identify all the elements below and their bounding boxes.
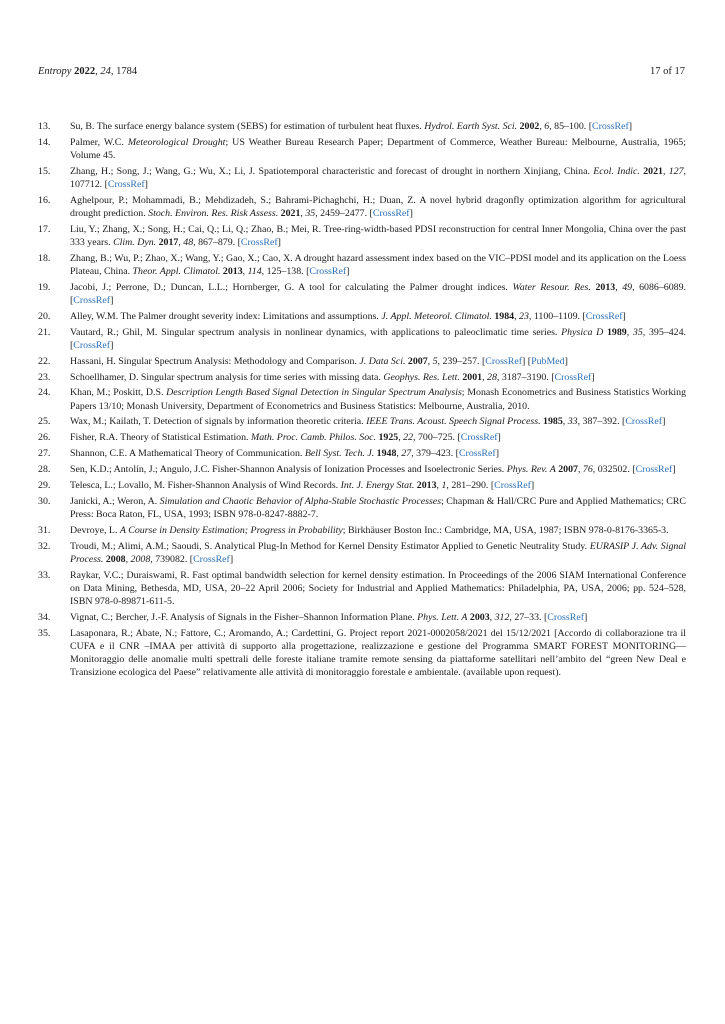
- running-header: [38, 66, 685, 77]
- reference-text: [70, 195, 686, 219]
- reference-segment: ]: [409, 207, 413, 219]
- reference-segment: ]: [662, 416, 666, 428]
- reference-segment: ,: [398, 432, 404, 444]
- reference-italic: 48: [183, 236, 194, 248]
- reference-segment: , 387–392. [: [577, 416, 626, 428]
- reference-item: [38, 326, 686, 352]
- reference-item: [38, 120, 686, 133]
- reference-segment: ,: [514, 310, 520, 322]
- reference-item: [38, 386, 686, 412]
- reference-number: 14.: [38, 136, 51, 148]
- crossref-link[interactable]: CrossRef: [635, 464, 673, 476]
- reference-segment: ]: [495, 448, 499, 460]
- reference-text: [70, 372, 595, 383]
- crossref-link[interactable]: CrossRef: [485, 355, 523, 367]
- reference-segment: ,: [396, 448, 402, 460]
- reference-italic: 312: [494, 611, 510, 623]
- reference-year: 2017: [158, 236, 179, 248]
- reference-segment: ]: [110, 339, 114, 351]
- reference-italic: 22: [403, 432, 414, 444]
- reference-segment: Schoellhamer, D. Singular spectrum analysis for time series with missing data.: [70, 371, 384, 383]
- reference-italic: Math. Proc. Camb. Philos. Soc.: [251, 432, 376, 444]
- reference-number: 13.: [38, 121, 51, 132]
- crossref-link[interactable]: CrossRef: [585, 310, 623, 322]
- reference-segment: , 107712. [: [70, 165, 686, 190]
- reference-italic: IEEE Trans. Acoust. Speech Signal Process.: [366, 416, 541, 428]
- reference-item: [38, 524, 686, 537]
- reference-text: [70, 327, 686, 351]
- reference-segment: , 395–424. [: [70, 326, 686, 351]
- reference-segment: , 125–138. [: [261, 265, 310, 277]
- reference-text: [70, 416, 665, 427]
- reference-year: 2013: [595, 281, 616, 293]
- crossref-link[interactable]: CrossRef: [193, 553, 230, 565]
- reference-item: [38, 136, 686, 162]
- reference-year: 1989: [606, 326, 627, 338]
- reference-segment: ]: [346, 265, 350, 277]
- reference-text: [70, 224, 686, 248]
- reference-italic: Ecol. Indic.: [593, 165, 640, 177]
- reference-italic: J. Data Sci.: [359, 355, 406, 367]
- reference-segment: Aghelpour, P.; Mohammadi, B.; Mehdizadeh, S.; Bahrami-Pichaghchi, H.; Duan, Z. A novel hybrid dragonfly optimization algorithm for agricultural drought prediction.: [70, 194, 686, 219]
- reference-segment: , 739082. [: [150, 553, 194, 565]
- reference-text: [70, 628, 686, 678]
- reference-italic: Hydrol. Earth Syst. Sci.: [424, 121, 518, 132]
- reference-segment: ]: [564, 355, 568, 367]
- reference-number: 33.: [38, 569, 51, 581]
- reference-italic: 23: [519, 310, 529, 322]
- reference-segment: , 6086–6089. [: [70, 281, 687, 306]
- reference-number: 27.: [38, 448, 51, 460]
- crossref-link[interactable]: CrossRef: [625, 416, 663, 428]
- reference-text: [70, 137, 686, 161]
- reference-text: [70, 496, 686, 520]
- reference-item: [38, 540, 686, 566]
- reference-number: 35.: [38, 627, 51, 639]
- reference-segment: , 700–725. [: [413, 432, 461, 444]
- reference-segment: Wax, M.; Kailath, T. Detection of signals by information theoretic criteria.: [70, 416, 367, 428]
- crossref-link[interactable]: CrossRef: [107, 178, 145, 190]
- reference-segment: Vignat, C.; Bercher, J.-F. Analysis of Signals in the Fisher–Shannon Information Plane.: [70, 611, 418, 623]
- reference-year: 1985: [543, 416, 563, 428]
- reference-italic: 28: [487, 371, 497, 383]
- reference-item: [38, 431, 686, 444]
- reference-segment: Lasaponara, R.; Abate, N.; Fattore, C.; Aromando, A.; Cardettini, G. Project report 2021-0002058/2021 del 15/12/2021 [Accordo di collaborazione tra il CUFA e il CNR –IMAA per attività di supporto alla progettazione, realizzazione e gestione del Programma SMART FOREST MONITORING—Monitoraggio delle anomalie multi spettrali delle foreste italiane tramite remote sensing da piattaforme satellitari nell’ambito del “green New Deal e Transizione ecologica del Paese” relativamente alle attività di monitoraggio forestale e ambientale. (available upon request).: [70, 627, 686, 678]
- reference-segment: , 3187–3190. [: [496, 371, 555, 383]
- reference-italic: Stoch. Environ. Res. Risk Assess.: [148, 207, 279, 219]
- reference-segment: , 379–423. [: [411, 448, 459, 460]
- journal-name: Entropy: [38, 66, 72, 77]
- reference-italic: Meteorological Drought: [127, 136, 226, 148]
- reference-segment: ]: [672, 464, 676, 476]
- reference-item: [38, 165, 686, 191]
- reference-number: 22.: [38, 355, 51, 367]
- reference-year: 2021: [643, 165, 663, 177]
- reference-segment: Fisher, R.A. Theory of Statistical Estimation.: [70, 432, 251, 444]
- reference-item: [38, 252, 686, 278]
- reference-segment: Shannon, C.E. A Mathematical Theory of Communication.: [70, 448, 305, 460]
- reference-number: 34.: [38, 611, 51, 623]
- reference-text: [70, 525, 669, 536]
- reference-year: 2007: [407, 355, 428, 367]
- reference-segment: Sen, K.D.; Antolín, J.; Angulo, J.C. Fisher-Shannon Analysis of Ionization Processes and Isoelectronic Series.: [70, 464, 507, 476]
- reference-segment: Hassani, H. Singular Spectrum Analysis: Methodology and Comparison.: [70, 355, 360, 367]
- reference-segment: Telesca, L.; Lovallo, M. Fisher-Shannon Analysis of Wind Records.: [70, 480, 341, 491]
- reference-italic: 2008: [130, 553, 151, 565]
- reference-segment: Alley, W.M. The Palmer drought severity index: Limitations and assumptions.: [70, 310, 382, 322]
- reference-segment: Raykar, V.C.; Duraiswami, R. Fast optimal bandwidth selection for kernel density estimation. In Proceedings of the 2006 SIAM International Conference on Data Mining, Bethesda, MD, USA, 20–22 April 2006; Society for Industrial and Applied Mathematics: Philadelphia, PA, USA, 2006; pp. 524–528, ISBN 978-0-89871-611-5.: [70, 569, 686, 607]
- article-number: 1784: [116, 66, 138, 77]
- reference-italic: Int. J. Energy Stat.: [340, 480, 415, 491]
- reference-text: [70, 612, 587, 623]
- reference-italic: Description Length Based Signal Detection in Singular Spectrum Analysis: [166, 387, 462, 399]
- reference-italic: Theor. Appl. Climatol.: [132, 265, 221, 277]
- reference-text: [70, 356, 568, 367]
- reference-number: 25.: [38, 416, 51, 428]
- reference-segment: Zhang, B.; Wu, P.; Zhao, X.; Wang, Y.; Gao, X.; Cao, X. A drought hazard assessment index based on the VIC–PDSI model and its application on the Loess Plateau, China.: [70, 252, 686, 277]
- reference-text: [70, 541, 686, 565]
- journal-year: 2022: [74, 66, 96, 77]
- reference-text: [70, 448, 499, 459]
- reference-segment: Palmer, W.C.: [70, 136, 128, 148]
- reference-segment: ; Monash Econometrics and Business Statistics Working Papers 13/10; Monash University, Department of Econometrics and Business Statistics: Melbourne, Australia, 2010.: [70, 387, 687, 412]
- reference-italic: Clim. Dyn.: [113, 236, 157, 248]
- reference-item: [38, 447, 686, 460]
- reference-segment: Troudi, M.; Alimi, A.M.; Saoudi, S. Analytical Plug-In Method for Kernel Density Estimator Applied to Genetic Neutrality Study.: [70, 540, 590, 552]
- reference-segment: ; Birkhäuser Boston Inc.: Cambridge, MA, USA, 1987; ISBN 978-0-8176-3365-3.: [342, 524, 669, 536]
- reference-number: 26.: [38, 432, 51, 444]
- reference-italic: Water Resour. Res.: [512, 281, 591, 293]
- reference-italic: J. Appl. Meteorol. Climatol.: [381, 310, 492, 322]
- reference-italic: 49: [622, 281, 633, 293]
- reference-segment: , 867–879. [: [193, 236, 241, 248]
- reference-segment: Khan, M.; Poskitt, D.S.: [70, 387, 167, 399]
- reference-segment: ]: [622, 310, 626, 322]
- reference-item: [38, 495, 686, 521]
- reference-year: 1948: [376, 448, 397, 460]
- reference-item: [38, 194, 686, 220]
- reference-segment: ]: [530, 480, 535, 491]
- reference-text: [70, 311, 626, 322]
- reference-item: [38, 371, 686, 384]
- reference-italic: Phys. Lett. A: [417, 611, 468, 623]
- references-list: [38, 120, 686, 682]
- reference-italic: Bell Syst. Tech. J.: [304, 448, 375, 460]
- reference-year: 2013: [416, 480, 437, 491]
- reference-segment: ]: [277, 236, 281, 248]
- reference-italic: 35: [305, 207, 316, 219]
- reference-year: 2007: [558, 464, 578, 476]
- reference-year: 1925: [378, 432, 399, 444]
- reference-italic: 127: [668, 165, 684, 177]
- reference-segment: ,: [662, 165, 669, 177]
- crossref-link[interactable]: CrossRef: [73, 339, 111, 351]
- reference-item: [38, 611, 686, 624]
- reference-segment: ,: [626, 326, 633, 338]
- reference-segment: ] [: [522, 355, 532, 367]
- reference-number: 20.: [38, 310, 51, 322]
- reference-segment: Jacobi, J.; Perrone, D.; Duncan, L.L.; Hornberger, G. A tool for calculating the Palmer drought indices.: [70, 281, 513, 293]
- reference-text: [70, 282, 686, 306]
- reference-number: 18.: [38, 252, 51, 264]
- page-number: 17 of 17: [650, 66, 685, 77]
- reference-italic: 114: [247, 265, 262, 277]
- journal-citation: Entropy 2022, 24, 1784: [38, 66, 138, 77]
- reference-italic: 5: [432, 355, 438, 367]
- reference-segment: , 27–33. [: [509, 611, 548, 623]
- reference-segment: ,: [489, 611, 495, 623]
- reference-segment: Vautard, R.; Ghil, M. Singular spectrum analysis in nonlinear dynamics, with applications to paleoclimatic time series.: [70, 326, 562, 338]
- reference-segment: , 032502. [: [592, 464, 636, 476]
- reference-segment: ; Chapman & Hall/CRC Pure and Applied Mathematics; CRC Press: Boca Raton, FL, USA, 1993; ISBN 978-0-8247-8882-7.: [70, 495, 686, 520]
- reference-italic: Simulation and Chaotic Behavior of Alpha-Stable Stochastic Processes: [159, 495, 442, 507]
- reference-segment: , 2459–2477. [: [315, 207, 373, 219]
- reference-number: 24.: [38, 387, 51, 399]
- reference-item: [38, 627, 686, 679]
- crossref-link[interactable]: CrossRef: [460, 432, 498, 444]
- reference-segment: ]: [144, 178, 148, 190]
- reference-italic: 76: [582, 464, 593, 476]
- reference-segment: , 239–257. [: [437, 355, 486, 367]
- reference-text: [70, 121, 632, 132]
- reference-year: 2021: [280, 207, 301, 219]
- reference-number: 19.: [38, 281, 51, 293]
- reference-segment: ]: [110, 294, 114, 306]
- reference-segment: ]: [591, 371, 595, 383]
- reference-segment: ,: [427, 355, 433, 367]
- crossref-link[interactable]: CrossRef: [554, 371, 592, 383]
- reference-segment: ,: [436, 480, 442, 491]
- reference-segment: ]: [584, 611, 588, 623]
- reference-segment: ,: [562, 416, 568, 428]
- reference-year: 1984: [494, 310, 515, 322]
- reference-text: [70, 570, 686, 607]
- reference-text: [70, 480, 534, 491]
- reference-segment: , 85–100. [: [549, 121, 593, 132]
- reference-year: 2008: [105, 553, 126, 565]
- crossref-link[interactable]: CrossRef: [73, 294, 111, 306]
- reference-italic: 1: [441, 480, 447, 491]
- reference-segment: ,: [539, 121, 545, 132]
- reference-item: [38, 310, 686, 323]
- reference-number: 28.: [38, 464, 51, 476]
- crossref-link[interactable]: CrossRef: [547, 611, 584, 623]
- pubmed-link[interactable]: PubMed: [531, 355, 565, 367]
- reference-item: [38, 223, 686, 249]
- reference-italic: EURASIP J. Adv. Signal Process.: [70, 540, 686, 565]
- reference-text: [70, 464, 676, 475]
- reference-italic: 6: [544, 121, 550, 132]
- reference-year: 2013: [222, 265, 243, 277]
- reference-segment: ,: [178, 236, 184, 248]
- reference-number: 32.: [38, 540, 51, 552]
- reference-italic: A Course in Density Estimation; Progress in Probability: [119, 524, 343, 536]
- reference-italic: 27: [401, 448, 412, 460]
- reference-item: [38, 281, 686, 307]
- reference-item: [38, 569, 686, 608]
- reference-italic: 33: [567, 416, 578, 428]
- reference-segment: Devroye, L.: [70, 524, 120, 536]
- reference-segment: ,: [242, 265, 248, 277]
- reference-segment: ,: [615, 281, 623, 293]
- reference-segment: ]: [497, 432, 501, 444]
- reference-number: 16.: [38, 194, 51, 206]
- reference-text: [70, 387, 686, 411]
- reference-year: 2003: [469, 611, 490, 623]
- reference-item: [38, 415, 686, 428]
- reference-segment: Liu, Y.; Zhang, X.; Song, H.; Cai, Q.; Li, Q.; Zhao, B.; Mei, R. Tree-ring-width-based PDSI reconstruction for central Inner Mongolia, China over the past 333 years.: [70, 223, 686, 248]
- crossref-link[interactable]: CrossRef: [372, 207, 410, 219]
- crossref-link[interactable]: CrossRef: [494, 480, 531, 491]
- reference-segment: ; US Weather Bureau Research Paper; Department of Commerce, Weather Bureau: Melbourne, Australia, 1965; Volume 45.: [70, 136, 686, 161]
- reference-number: 30.: [38, 495, 51, 507]
- reference-segment: ,: [125, 553, 131, 565]
- journal-volume: 24: [100, 66, 111, 77]
- reference-segment: ,: [577, 464, 583, 476]
- reference-item: [38, 355, 686, 368]
- reference-text: [70, 432, 501, 443]
- reference-segment: , 1100–1109. [: [528, 310, 586, 322]
- reference-text: [70, 253, 686, 277]
- reference-segment: ]: [628, 121, 633, 132]
- reference-segment: Janicki, A.; Weron, A.: [70, 495, 160, 507]
- reference-number: 31.: [38, 524, 51, 536]
- reference-segment: ,: [482, 371, 488, 383]
- reference-number: 21.: [38, 326, 51, 338]
- crossref-link[interactable]: CrossRef: [240, 236, 278, 248]
- reference-segment: ]: [229, 553, 234, 565]
- reference-italic: Physica D: [561, 326, 604, 338]
- crossref-link[interactable]: CrossRef: [458, 448, 496, 460]
- crossref-link[interactable]: CrossRef: [592, 121, 629, 132]
- reference-segment: Su, B. The surface energy balance system (SEBS) for estimation of turbulent heat fluxes.: [70, 121, 425, 132]
- reference-italic: 35: [632, 326, 643, 338]
- reference-number: 29.: [38, 480, 51, 491]
- reference-italic: Geophys. Res. Lett.: [383, 371, 460, 383]
- crossref-link[interactable]: CrossRef: [309, 265, 347, 277]
- reference-item: [38, 463, 686, 476]
- reference-text: [70, 166, 686, 190]
- reference-number: 17.: [38, 223, 51, 235]
- reference-item: [38, 479, 686, 492]
- reference-italic: Phys. Rev. A: [506, 464, 556, 476]
- reference-segment: Zhang, H.; Song, J.; Wang, G.; Wu, X.; Li, J. Spatiotemporal characteristic and forecast of drought in northern Xinjiang, China.: [70, 165, 594, 177]
- reference-year: 2001: [462, 371, 483, 383]
- reference-segment: , 281–290. [: [446, 480, 495, 491]
- reference-segment: ,: [300, 207, 306, 219]
- reference-year: 2002: [519, 121, 540, 132]
- reference-number: 15.: [38, 165, 51, 177]
- reference-number: 23.: [38, 371, 51, 383]
